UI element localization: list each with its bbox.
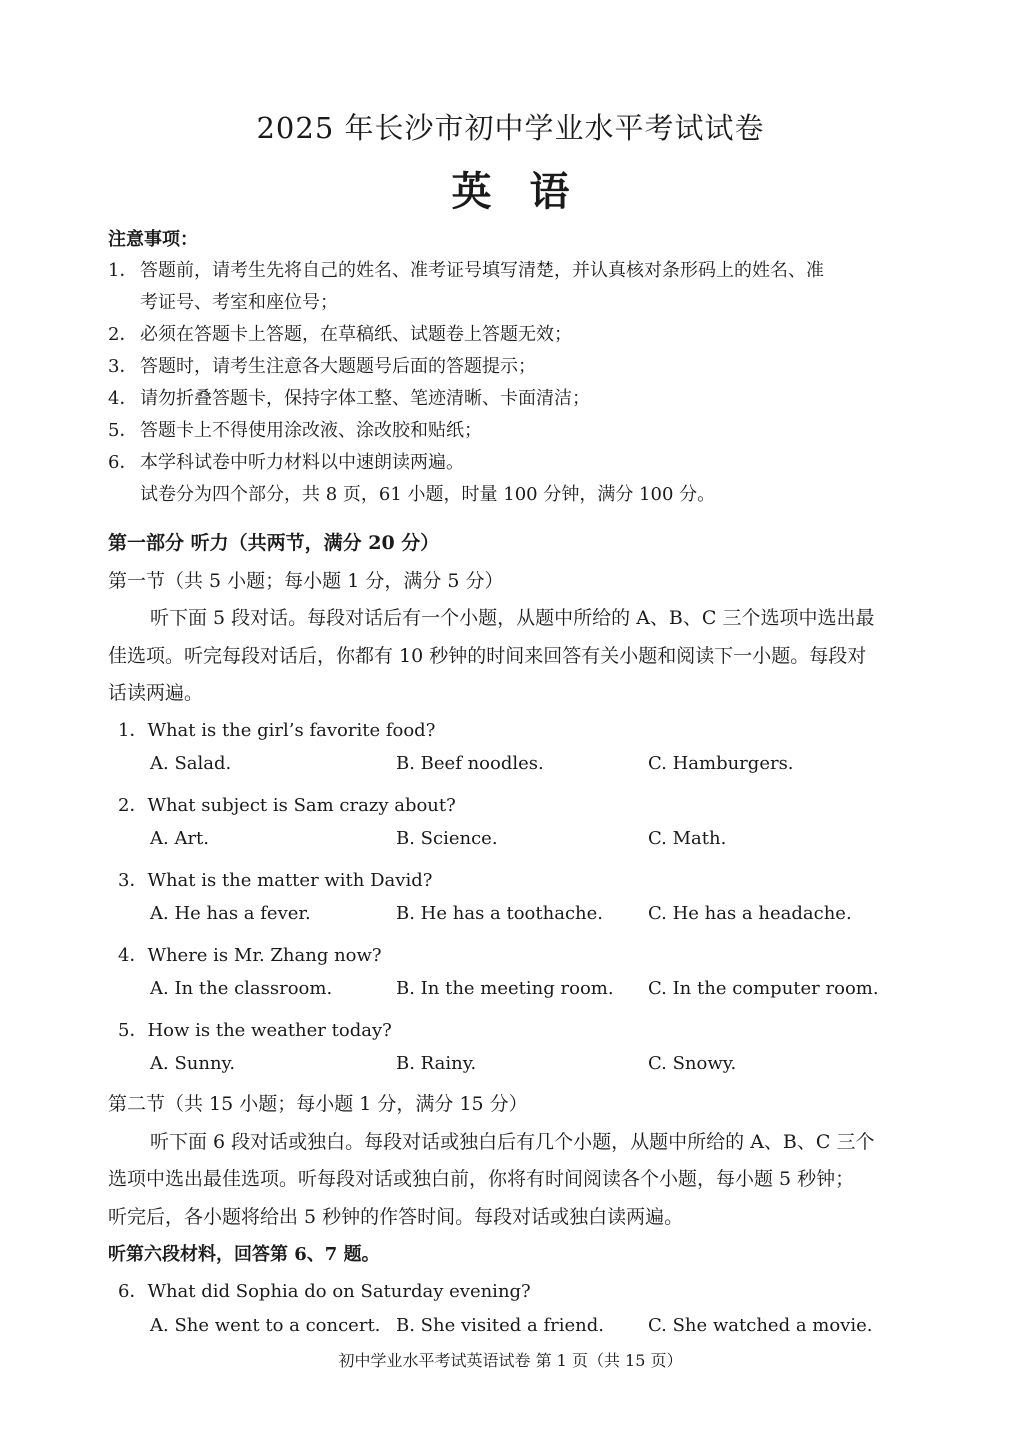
notice-text: 必须在答题卡上答题，在草稿纸、试题卷上答题无效； bbox=[140, 324, 572, 345]
notice-item bbox=[108, 320, 572, 346]
notice-text: 考证号、考室和座位号； bbox=[140, 292, 338, 313]
notice-text: 本学科试卷中听力材料以中速朗读两遍。 bbox=[140, 452, 464, 473]
notice-item bbox=[108, 256, 824, 282]
section-heading: 第二节（共 15 小题；每小题 1 分，满分 15 分） bbox=[108, 1093, 528, 1115]
exam-subject: 英语 bbox=[451, 168, 608, 215]
question-number: 1． bbox=[118, 720, 148, 741]
question-text: Where is Mr. Zhang now? bbox=[147, 945, 382, 966]
notice-number: 5． bbox=[108, 420, 138, 441]
question-text: What did Sophia do on Saturday evening? bbox=[147, 1281, 531, 1302]
question bbox=[118, 941, 382, 967]
notice-heading: 注意事项： bbox=[108, 229, 198, 250]
option-b: B. In the meeting room. bbox=[396, 978, 614, 999]
option-c: C. She watched a movie. bbox=[648, 1315, 873, 1336]
instruction-line: 话读两遍。 bbox=[108, 682, 204, 704]
part-heading: 第一部分 听力（共两节，满分 20 分） bbox=[108, 532, 440, 554]
notice-item bbox=[108, 352, 536, 378]
instruction-line: 听下面 6 段对话或独白。每段对话或独白后有几个小题，从题中所给的 A、B、C 三个 bbox=[150, 1131, 875, 1153]
option-c: C. In the computer room. bbox=[648, 978, 879, 999]
question bbox=[118, 1016, 392, 1042]
question-number: 3． bbox=[118, 870, 148, 891]
option-b: B. Science. bbox=[396, 828, 498, 849]
instruction-line: 佳选项。听完每段对话后，你都有 10 秒钟的时间来回答有关小题和阅读下一小题。每段对 bbox=[108, 645, 867, 667]
notice-text: 试卷分为四个部分，共 8 页，61 小题，时量 100 分钟，满分 100 分。 bbox=[140, 484, 716, 505]
notice-item bbox=[140, 288, 338, 314]
option-c: C. He has a headache. bbox=[648, 903, 852, 924]
notice-number: 6． bbox=[108, 452, 138, 473]
question-number: 2． bbox=[118, 795, 148, 816]
instruction-line: 听完后，各小题将给出 5 秒钟的作答时间。每段对话或独白读两遍。 bbox=[108, 1206, 684, 1228]
question-number: 4． bbox=[118, 945, 148, 966]
notice-item bbox=[108, 384, 590, 410]
option-b: B. Rainy. bbox=[396, 1053, 477, 1074]
option-a: A. Sunny. bbox=[150, 1053, 236, 1074]
question bbox=[118, 716, 435, 742]
notice-number: 1． bbox=[108, 260, 138, 281]
option-a: A. Salad. bbox=[150, 753, 232, 774]
option-a: A. Art. bbox=[150, 828, 210, 849]
option-b: B. He has a toothache. bbox=[396, 903, 603, 924]
material-heading: 听第六段材料，回答第 6、7 题。 bbox=[108, 1244, 380, 1265]
notice-text: 请勿折叠答题卡，保持字体工整、笔迹清晰、卡面清洁； bbox=[140, 388, 590, 409]
notice-text: 答题卡上不得使用涂改液、涂改胶和贴纸； bbox=[140, 420, 482, 441]
option-c: C. Math. bbox=[648, 828, 727, 849]
question bbox=[118, 791, 456, 817]
option-c: C. Hamburgers. bbox=[648, 753, 794, 774]
question bbox=[118, 866, 432, 892]
notice-number: 2． bbox=[108, 324, 138, 345]
option-c: C. Snowy. bbox=[648, 1053, 737, 1074]
notice-number: 3． bbox=[108, 356, 138, 377]
notice-text: 答题前，请考生先将自己的姓名、准考证号填写清楚，并认真核对条形码上的姓名、准 bbox=[140, 260, 824, 281]
instruction-line: 选项中选出最佳选项。听每段对话或独白前，你将有时间阅读各个小题，每小题 5 秒钟； bbox=[108, 1168, 855, 1190]
option-a: A. He has a fever. bbox=[150, 903, 311, 924]
exam-title: 2025 年长沙市初中学业水平考试试卷 bbox=[256, 111, 765, 145]
option-a: A. In the classroom. bbox=[150, 978, 333, 999]
question-text: What is the matter with David? bbox=[147, 870, 433, 891]
option-b: B. Beef noodles. bbox=[396, 753, 544, 774]
notice-item bbox=[108, 416, 482, 442]
notice-text: 答题时，请考生注意各大题题号后面的答题提示； bbox=[140, 356, 536, 377]
section-heading: 第一节（共 5 小题；每小题 1 分，满分 5 分） bbox=[108, 570, 504, 592]
notice-item bbox=[140, 480, 715, 506]
instruction-line: 听下面 5 段对话。每段对话后有一个小题，从题中所给的 A、B、C 三个选项中选出最 bbox=[150, 607, 875, 629]
question bbox=[118, 1277, 531, 1303]
question-number: 5． bbox=[118, 1020, 148, 1041]
notice-number: 4． bbox=[108, 388, 138, 409]
option-b: B. She visited a friend. bbox=[396, 1315, 604, 1336]
question-text: What subject is Sam crazy about? bbox=[147, 795, 456, 816]
notice-item bbox=[108, 448, 464, 474]
option-a: A. She went to a concert. bbox=[150, 1315, 381, 1336]
page-footer: 初中学业水平考试英语试卷 第 1 页（共 15 页） bbox=[338, 1351, 683, 1370]
question-number: 6． bbox=[118, 1281, 148, 1302]
question-text: What is the girl’s favorite food? bbox=[147, 720, 436, 741]
question-text: How is the weather today? bbox=[147, 1020, 392, 1041]
